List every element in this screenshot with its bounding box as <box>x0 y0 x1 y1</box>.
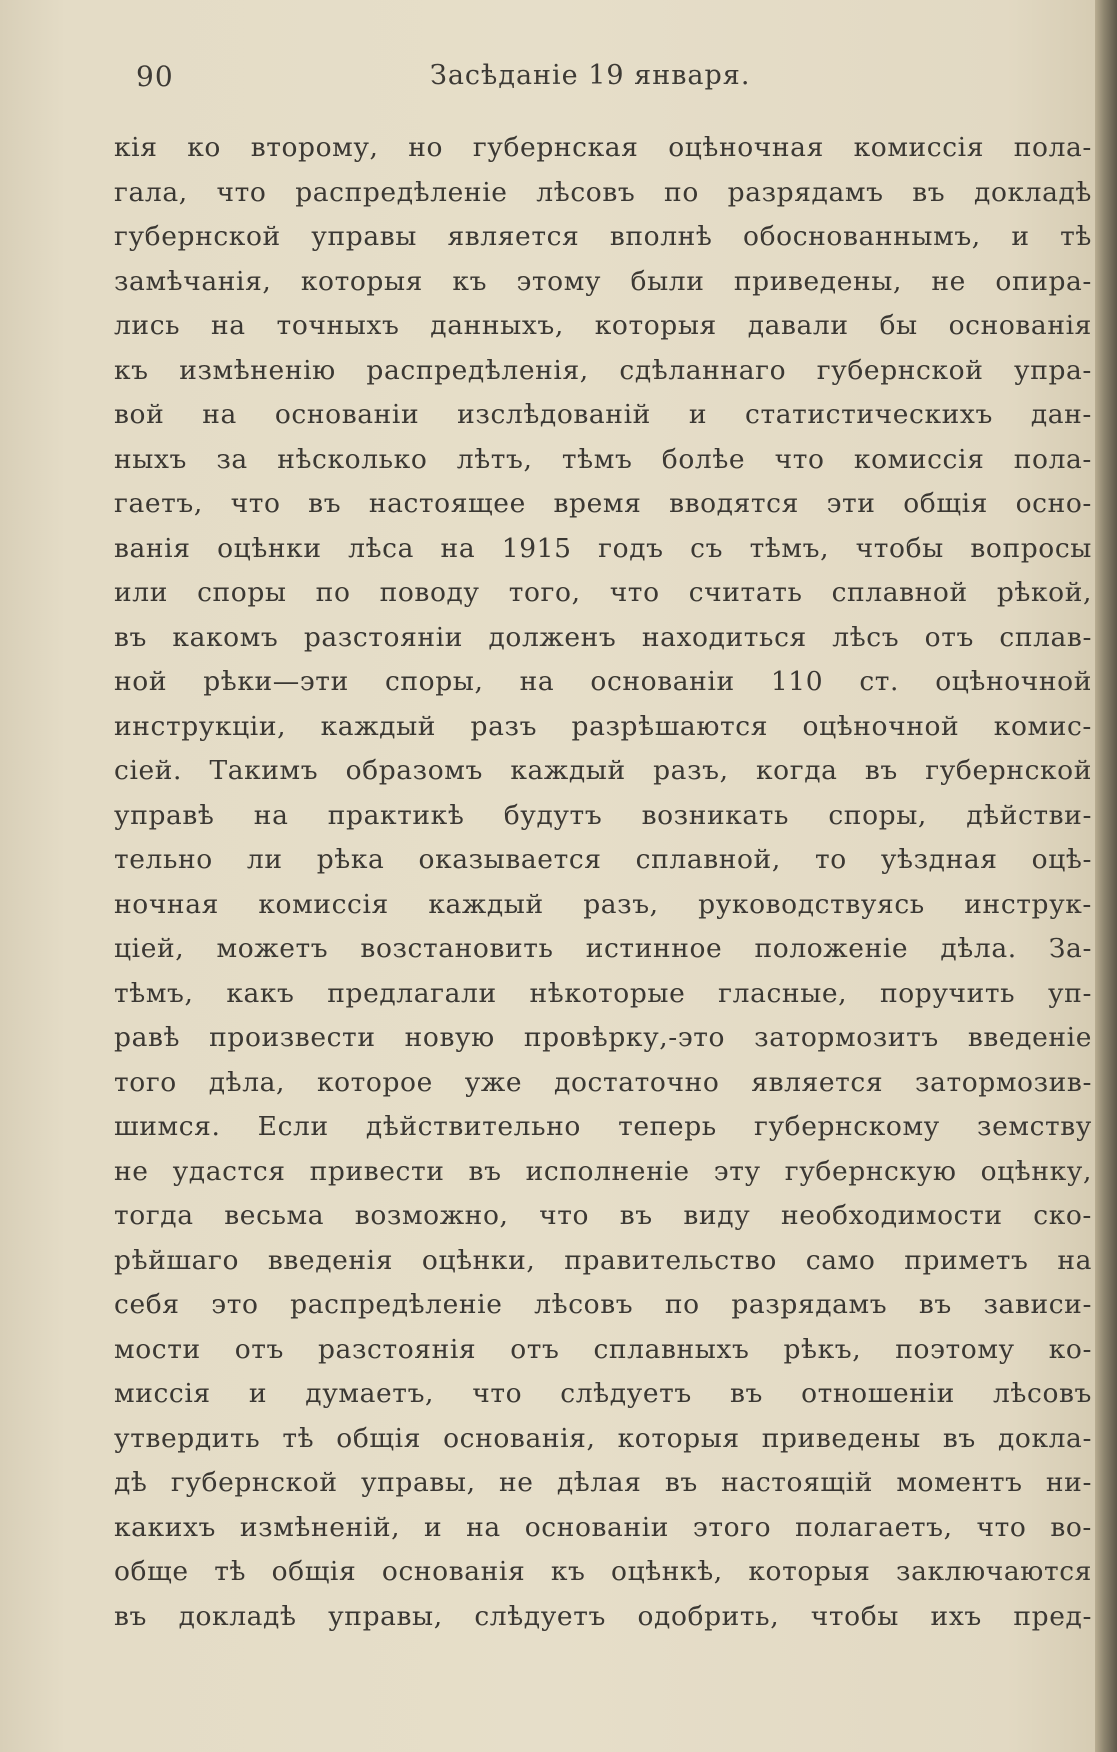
text-line: тѣмъ, какъ предлагали нѣкоторые гласные, поручить уп- <box>114 977 1092 1009</box>
running-title: Засѣданіе 19 января. <box>430 60 751 91</box>
text-line: равѣ произвести новую провѣрку,-это затормозитъ введеніе <box>114 1022 1092 1053</box>
text-line: инструкціи, каждый разъ разрѣшаются оцѣночной комис- <box>114 710 1092 742</box>
text-line: шимся. Если дѣйствительно теперь губернскому земству <box>114 1111 1092 1142</box>
text-line: къ измѣненію распредѣленія, сдѣланнаго губернской упра- <box>114 354 1092 386</box>
text-line: кія ко второму, но губернская оцѣночная комиссія пола- <box>114 132 1092 163</box>
text-line: обще тѣ общія основанія къ оцѣнкѣ, которыя заключаются <box>114 1556 1092 1587</box>
text-line: ной рѣки—эти споры, на основаніи 110 ст. оцѣночной <box>114 666 1092 697</box>
text-line: въ докладѣ управы, слѣдуетъ одобрить, чтобы ихъ пред- <box>114 1600 1092 1632</box>
text-line: ночная комиссія каждый разъ, руководствуясь инструк- <box>114 888 1092 920</box>
text-line: тельно ли рѣка оказывается сплавной, то уѣздная оцѣ- <box>114 844 1092 875</box>
text-line: какихъ измѣненій, и на основаніи этого полагаетъ, что во- <box>114 1511 1092 1543</box>
running-head <box>0 60 1095 100</box>
text-line: въ какомъ разстояніи долженъ находиться лѣсъ отъ сплав- <box>114 621 1092 653</box>
text-line: ціей, можетъ возстановить истинное положеніе дѣла. За- <box>114 933 1092 964</box>
text-line: дѣ губернской управы, не дѣлая въ настоящій моментъ ни- <box>114 1467 1092 1498</box>
text-line: вой на основаніи изслѣдованій и статистическихъ дан- <box>114 399 1092 430</box>
text-line: или споры по поводу того, что считать сплавной рѣкой, <box>114 577 1092 608</box>
text-line: лись на точныхъ данныхъ, которыя давали бы основанія <box>114 310 1092 341</box>
text-line: гаетъ, что въ настоящее время вводятся эти общія осно- <box>114 488 1092 519</box>
text-line: ванія оцѣнки лѣса на 1915 годъ съ тѣмъ, чтобы вопросы <box>114 532 1092 564</box>
text-line: ныхъ за нѣсколько лѣтъ, тѣмъ болѣе что комиссія пола- <box>114 443 1092 475</box>
text-line: того дѣла, которое уже достаточно является затормозив- <box>114 1066 1092 1098</box>
text-line: тогда весьма возможно, что въ виду необходимости ско- <box>114 1200 1092 1231</box>
text-line: губернской управы является вполнѣ обоснованнымъ, и тѣ <box>114 221 1092 252</box>
text-line: гала, что распредѣленіе лѣсовъ по разрядамъ въ докладѣ <box>114 176 1092 208</box>
page-edge-shadow <box>1095 0 1117 1752</box>
text-line: рѣйшаго введенія оцѣнки, правительство само приметъ на <box>114 1244 1092 1276</box>
text-line: не удастся привести въ исполненіе эту губернскую оцѣнку, <box>114 1155 1092 1187</box>
page-number: 90 <box>136 60 174 93</box>
text-line: миссія и думаетъ, что слѣдуетъ въ отношеніи лѣсовъ <box>114 1378 1092 1409</box>
text-line: мости отъ разстоянія отъ сплавныхъ рѣкъ, поэтому ко- <box>114 1333 1092 1365</box>
text-line: управѣ на практикѣ будутъ возникать споры, дѣйстви- <box>114 799 1092 831</box>
body-text <box>114 126 1092 1639</box>
text-line: себя это распредѣленіе лѣсовъ по разрядамъ въ зависи- <box>114 1289 1092 1320</box>
text-line: сіей. Такимъ образомъ каждый разъ, когда въ губернской <box>114 755 1092 786</box>
text-line: замѣчанія, которыя къ этому были приведены, не опира- <box>114 265 1092 297</box>
text-line: утвердить тѣ общія основанія, которыя приведены въ докла- <box>114 1422 1092 1454</box>
